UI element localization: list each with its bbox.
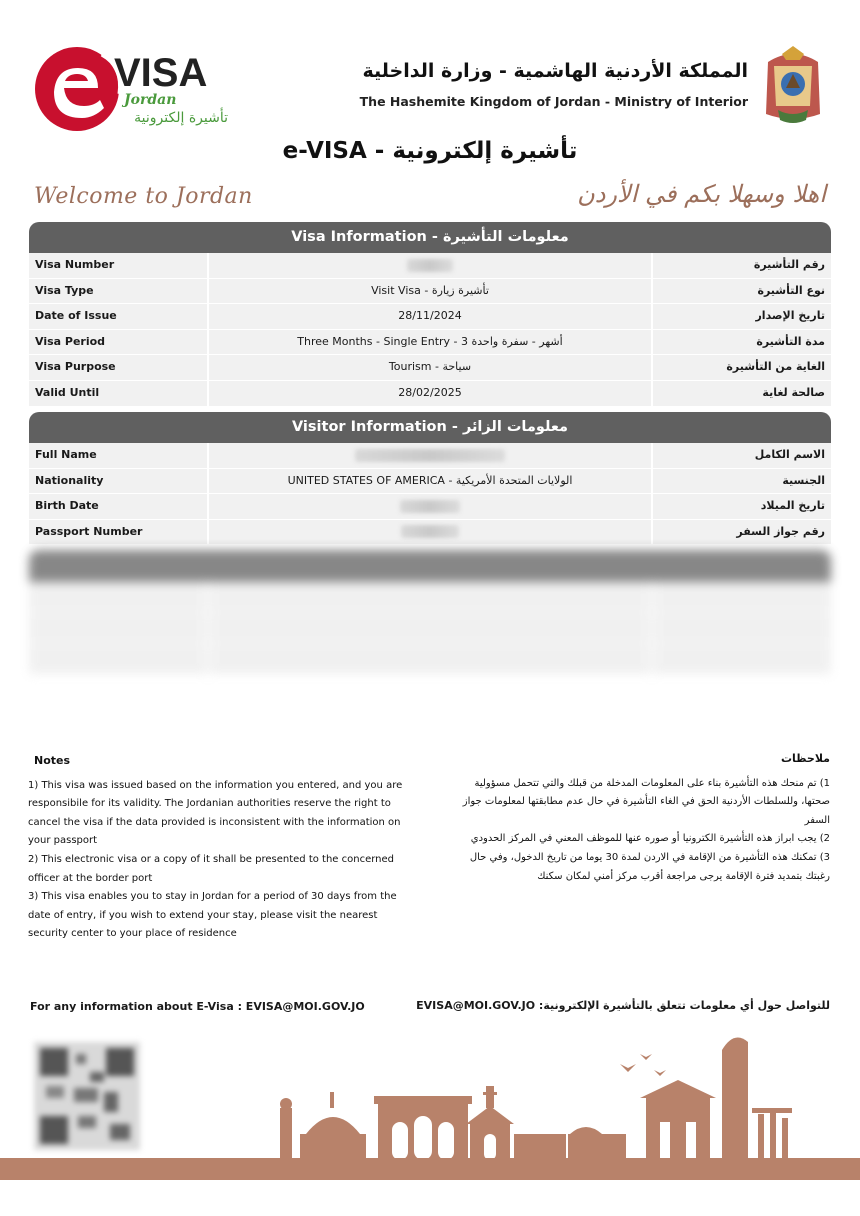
note-item: 3) تمكنك هذه التأشيرة من الإقامة في الاردن لمدة 30 يوما من تاريخ الدخول، وفي حال رغبتك بتمديد فترة الإقامة يرجى مراجعة أقرب مركز أمني لمكان سكنك bbox=[469, 851, 830, 882]
redacted-value bbox=[400, 500, 460, 513]
table-row bbox=[29, 469, 831, 495]
row-label-ar: مدة التأشيرة bbox=[653, 330, 831, 355]
notes-title-ar: ملاحظات bbox=[781, 752, 830, 765]
row-label-ar: الاسم الكامل bbox=[653, 443, 831, 468]
row-label-en: Visa Type bbox=[29, 279, 207, 304]
redacted-cell bbox=[29, 582, 207, 612]
redacted-cell bbox=[29, 613, 207, 643]
logo-jordan-text: Jordan bbox=[124, 92, 177, 108]
logo-arabic-text: تأشيرة إلكترونية bbox=[134, 110, 228, 126]
redacted-cell bbox=[653, 613, 831, 643]
note-item: 1) تم منحك هذه التأشيرة بناء على المعلومات المدخلة من قبلك والتي تتحمل مسؤولية صحتها، وللسلطات الأردنية الحق في الغاء التأشيرة في حال عدم مطابقتها لمعلومات جواز السفر bbox=[462, 777, 830, 826]
row-label-en: Full Name bbox=[29, 443, 207, 468]
contact-english: For any information about E-Visa : EVISA@MOI.GOV.JO bbox=[30, 1000, 365, 1013]
valid-until-value: 28/02/2025 bbox=[209, 381, 651, 406]
row-label-en: Nationality bbox=[29, 469, 207, 494]
welcome-arabic: اهلا وسهلا بكم في الأردن bbox=[577, 180, 826, 208]
row-label-en: Visa Purpose bbox=[29, 355, 207, 380]
redacted-value bbox=[401, 525, 459, 538]
page-title: e-VISA - تأشيرة إلكترونية bbox=[282, 138, 578, 164]
table-row bbox=[29, 644, 831, 675]
row-label-en: Valid Until bbox=[29, 381, 207, 406]
row-label-en: Date of Issue bbox=[29, 304, 207, 329]
footer-ground-band bbox=[0, 1158, 860, 1180]
note-item: 1) This visa was issued based on the information you entered, and you are responsibile for its validity. The Jordanian authorities reserve the right to cancel the visa if the data provided is inconsistent with the information on your passport bbox=[28, 779, 403, 847]
jordan-coat-of-arms-icon bbox=[760, 44, 826, 126]
date-of-issue-value: 28/11/2024 bbox=[209, 304, 651, 329]
row-label-en: Passport Number bbox=[29, 520, 207, 545]
notes-arabic bbox=[450, 750, 830, 886]
redacted-cell bbox=[209, 582, 651, 612]
visa-number-value bbox=[209, 253, 651, 278]
visitor-information-heading: Visitor Information - معلومات الزائر bbox=[29, 412, 831, 443]
redacted-cell bbox=[209, 613, 651, 643]
row-label-ar: تاريخ الإصدار bbox=[653, 304, 831, 329]
table-row bbox=[29, 520, 831, 546]
notes-title-en: Notes bbox=[34, 754, 71, 767]
redacted-value bbox=[355, 449, 505, 462]
row-label-en: Birth Date bbox=[29, 494, 207, 519]
table-row bbox=[29, 304, 831, 330]
note-item: 3) This visa enables you to stay in Jordan for a period of 30 days from the date of entry, if you wish to extend your stay, please visit the nearest security center to your place of residence bbox=[28, 891, 397, 940]
nationality-value: UNITED STATES OF AMERICA - الولايات المتحدة الأمريكية bbox=[209, 469, 651, 494]
evisa-logo bbox=[32, 44, 237, 134]
row-label-en: Visa Number bbox=[29, 253, 207, 278]
redacted-cell bbox=[653, 582, 831, 612]
contact-arabic: للتواصل حول أي معلومات تتعلق بالتأشيرة الإلكترونية: EVISA@MOI.GOV.JO bbox=[416, 999, 830, 1012]
visitor-information-section bbox=[29, 412, 831, 545]
note-item: 2) يجب ابراز هذه التأشيرة الكترونيا أو صوره عنها للموظف المعني في المركز الحدودي bbox=[470, 833, 830, 845]
row-label-ar: نوع التأشيرة bbox=[653, 279, 831, 304]
redacted-value bbox=[407, 259, 453, 272]
visa-information-heading: Visa Information - معلومات التأشيرة bbox=[29, 222, 831, 253]
table-row bbox=[29, 279, 831, 305]
visa-type-value: Visit Visa - تأشيرة زيارة bbox=[209, 279, 651, 304]
welcome-english: Welcome to Jordan bbox=[34, 184, 253, 209]
visa-information-section bbox=[29, 222, 831, 407]
row-label-ar: صالحة لغاية bbox=[653, 381, 831, 406]
note-item: 2) This electronic visa or a copy of it shall be presented to the concerned officer at the border port bbox=[28, 853, 395, 884]
birth-date-value bbox=[209, 494, 651, 519]
table-row bbox=[29, 253, 831, 279]
redacted-cell bbox=[209, 644, 651, 674]
visa-period-value: Three Months - Single Entry - 3 أشهر - سفرة واحدة bbox=[209, 330, 651, 355]
table-row bbox=[29, 381, 831, 407]
table-row bbox=[29, 443, 831, 469]
table-row bbox=[29, 330, 831, 356]
row-label-ar: الجنسية bbox=[653, 469, 831, 494]
table-row bbox=[29, 613, 831, 644]
row-label-en: Visa Period bbox=[29, 330, 207, 355]
row-label-ar: رقم جواز السفر bbox=[653, 520, 831, 545]
ministry-name-arabic: المملكة الأردنية الهاشمية - وزارة الداخلية bbox=[362, 60, 748, 82]
redacted-section-heading bbox=[29, 550, 831, 582]
passport-number-value bbox=[209, 520, 651, 545]
row-label-ar: الغاية من التأشيرة bbox=[653, 355, 831, 380]
row-label-ar: تاريخ الميلاد bbox=[653, 494, 831, 519]
row-label-ar: رقم التأشيرة bbox=[653, 253, 831, 278]
full-name-value bbox=[209, 443, 651, 468]
table-row bbox=[29, 355, 831, 381]
notes-english bbox=[28, 752, 403, 944]
redacted-cell bbox=[29, 644, 207, 674]
ministry-name-english: The Hashemite Kingdom of Jordan - Ministry of Interior bbox=[359, 94, 748, 109]
redacted-payment-section bbox=[29, 550, 831, 675]
table-row bbox=[29, 494, 831, 520]
redacted-cell bbox=[653, 644, 831, 674]
visa-purpose-value: Tourism - سياحة bbox=[209, 355, 651, 380]
table-row bbox=[29, 582, 831, 613]
logo-letters: VISA bbox=[114, 51, 208, 95]
